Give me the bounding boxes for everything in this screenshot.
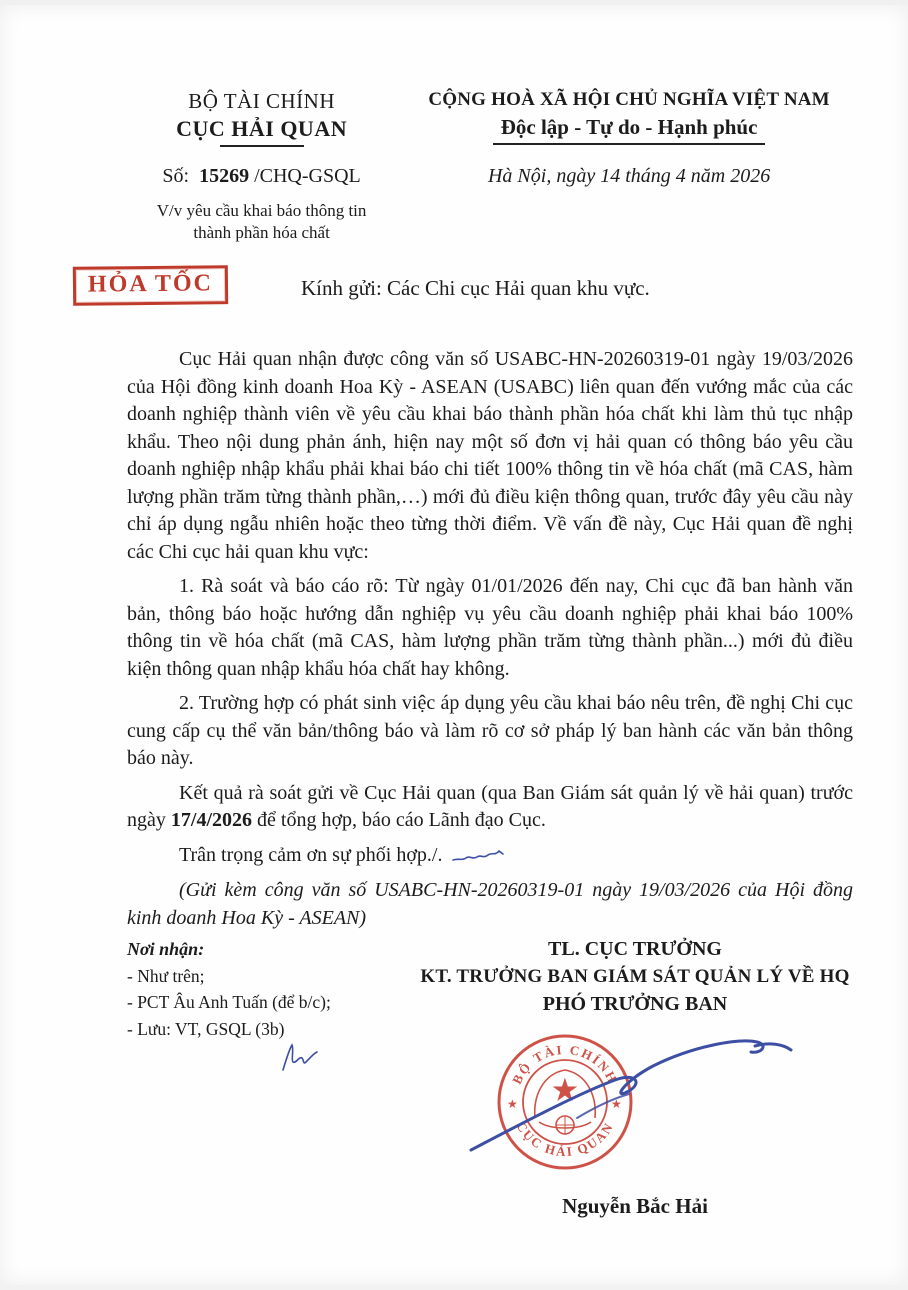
body-closing-paragraph (127, 780, 853, 835)
urgency-stamp: HỎA TỐC (73, 265, 228, 306)
greeting-row (0, 270, 908, 318)
document-subject: V/v yêu cầu khai báo thông tin thành phần hóa chất (156, 201, 367, 243)
recipients-block (127, 936, 395, 1219)
national-motto-line2: Độc lập - Tự do - Hạnh phúc (500, 115, 758, 139)
attachment-note: (Gửi kèm công văn số USABC-HN-20260319-01 ngày 19/03/2026 của Hội đồng kinh doanh Hoa Kỳ - ASEAN) (127, 879, 853, 929)
letter-header (0, 5, 908, 244)
closing-after-text: để tổng hợp, báo cáo Lãnh đạo Cục. (252, 809, 546, 832)
body-paragraph-1: Cục Hải quan nhận được công văn số USABC-HN-20260319-01 ngày 19/03/2026 của Hội đồng kinh doanh Hoa Kỳ - ASEAN (USABC) liên quan đến vướng mắc của các doanh nghiệp thành viên về yêu cầu khai báo thành phần hóa chất khi làm thủ tục nhập khẩu. Theo nội dung phản ánh, hiện nay một số đơn vị hải quan có thông báo yêu cầu doanh nghiệp nhập khẩu phải khai báo chi tiết 100% thông tin về hóa chất (mã CAS, hàm lượng phần trăm từng thành phần,…) mới đủ điều kiện thông quan, trước đây yêu cầu này chỉ áp dụng ngẫu nhiên hoặc theo từng thời điểm. Về vấn đề này, Cục Hải quan đề nghị các Chi cục hải quan khu vực: (127, 348, 853, 563)
motto-underline (493, 143, 765, 145)
recipient-item: - Lưu: VT, GSQL (3b) (127, 1018, 285, 1039)
seal-top-text: BỘ TÀI CHÍNH (509, 1042, 621, 1087)
seal-bottom-text: CỤC HẢI QUAN (513, 1119, 617, 1160)
body-item-1: 1. Rà soát và báo cáo rõ: Từ ngày 01/01/2026 đến nay, Chi cục đã ban hành văn bản, thông báo hoặc hướng dẫn nghiệp vụ yêu cầu doanh nghiệp phải khai báo 100% thông tin về hóa chất (mã CAS, hàm lượng phần trăm từng thành phần...) mới đủ điều kiện thông quan nhập khẩu hóa chất hay không. (127, 575, 853, 680)
thanks-text: Trân trọng cảm ơn sự phối hợp./. (179, 843, 443, 866)
recipient-item: - PCT Âu Anh Tuấn (để b/c); (127, 992, 331, 1013)
doc-number-value: 15269 (199, 165, 250, 187)
clerk-initial-signature (277, 1040, 323, 1076)
doc-number-suffix: /CHQ-GSQL (249, 165, 361, 187)
recipient-item: - Như trên; (127, 966, 205, 987)
issuer-parent-org: BỘ TÀI CHÍNH (188, 89, 335, 113)
body-item-2: 2. Trường hợp có phát sinh việc áp dụng yêu cầu khai báo nêu trên, đề nghị Chi cục cung cấp cụ thể văn bản/thông báo và làm rõ cơ sở pháp lý ban hành các văn bản thông báo này. (127, 692, 853, 770)
signature-title-line3: PHÓ TRƯỞNG BAN (542, 993, 728, 1016)
seal-right-star-icon: ★ (611, 1097, 622, 1112)
small-paraph-signature (450, 846, 508, 866)
closing-before-text: Kết quả rà soát gửi về Cục Hải quan (qua Ban Giám sát quản lý về hải quan) trước ngày (127, 781, 853, 832)
document-number (118, 165, 405, 188)
director-signature (457, 1022, 809, 1172)
greeting-line: Kính gửi: Các Chi cục Hải quan khu vực. (301, 276, 650, 301)
recipients-label: Nơi nhận: (127, 939, 205, 960)
issuer-block (118, 89, 405, 244)
thanks-row (127, 842, 853, 878)
seal-and-signature-zone (395, 1024, 875, 1192)
doc-number-label: Số: (162, 165, 190, 187)
closing-deadline-date: 17/4/2026 (170, 809, 253, 832)
national-motto-line1: CỘNG HOÀ XÃ HỘI CHỦ NGHĨA VIỆT NAM (428, 89, 830, 110)
place-and-date: Hà Nội, ngày 14 tháng 4 năm 2026 (487, 165, 771, 187)
issuer-underline (220, 145, 304, 147)
national-header-block (405, 89, 853, 244)
signature-title-line1: TL. CỤC TRƯỞNG (548, 938, 722, 961)
seal-left-star-icon: ★ (507, 1097, 518, 1112)
letter-body (127, 346, 853, 932)
signature-title-line2: KT. TRƯỞNG BAN GIÁM SÁT QUẢN LÝ VỀ HQ (420, 966, 850, 988)
signature-block (395, 936, 875, 1219)
letter-footer (0, 936, 908, 1219)
signer-name: Nguyễn Bắc Hải (562, 1194, 708, 1219)
issuer-org-name: CỤC HẢI QUAN (176, 116, 348, 141)
